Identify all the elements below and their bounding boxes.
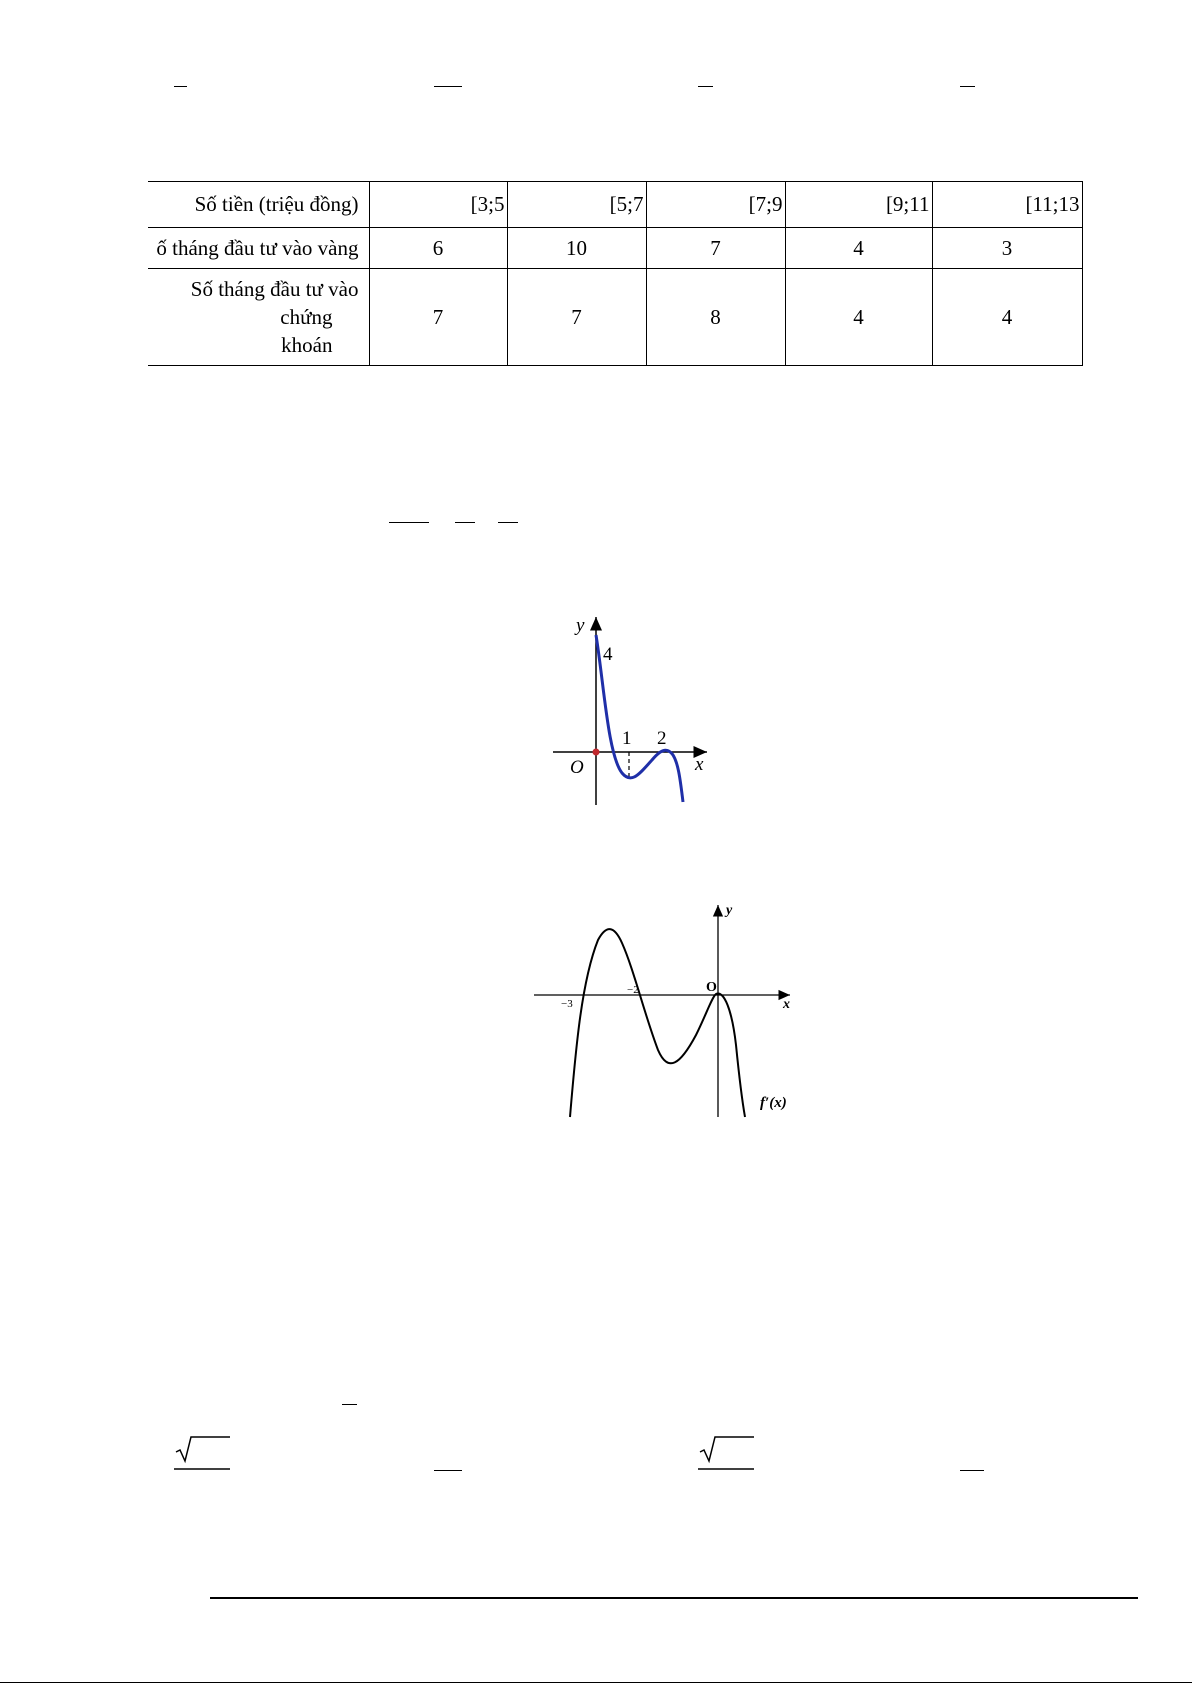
- interval-cell: [7;9: [646, 182, 785, 228]
- table-row: [148, 269, 1082, 366]
- fraction-bar: [455, 522, 475, 523]
- stocks-cell: 4: [785, 269, 932, 366]
- fraction-bar: [342, 1404, 357, 1405]
- investment-table: [148, 181, 1083, 366]
- footer-rule: [210, 1597, 1138, 1599]
- y-axis-label: y: [726, 903, 733, 918]
- stocks-cell: 8: [646, 269, 785, 366]
- sqrt-fraction: [174, 1434, 234, 1474]
- row-header-line: khoán: [281, 333, 333, 357]
- fraction-bar: [960, 86, 975, 87]
- fraction-bar: [698, 86, 713, 87]
- interval-cell: [9;11: [785, 182, 932, 228]
- row-header-line: Số tháng đầu tư vào: [190, 277, 359, 301]
- gold-cell: 7: [646, 228, 785, 269]
- origin-label: O: [570, 757, 584, 778]
- y-axis-label: y: [576, 615, 585, 636]
- derivative-curve: [570, 929, 745, 1117]
- x-tick-label: 2: [657, 728, 667, 749]
- row-header-line: chứng: [280, 305, 333, 329]
- interval-cell: [11;13: [932, 182, 1082, 228]
- row-header-gold: ố tháng đầu tư vào vàng: [148, 228, 369, 269]
- row-header-amount: Số tiền (triệu đồng): [148, 182, 369, 228]
- table-row: [148, 228, 1082, 269]
- fraction-bar: [389, 522, 429, 523]
- x-tick-label: −3: [561, 998, 573, 1010]
- gold-cell: 6: [369, 228, 507, 269]
- x-tick-label: −2: [627, 984, 639, 996]
- fraction-bar: [960, 1470, 984, 1471]
- gold-cell: 3: [932, 228, 1082, 269]
- fraction-bar: [174, 86, 187, 87]
- x-tick-label: 1: [622, 728, 632, 749]
- gold-cell: 4: [785, 228, 932, 269]
- table-row: [148, 182, 1082, 228]
- interval-cell: [3;5: [369, 182, 507, 228]
- curve-label: f′(x): [760, 1095, 787, 1111]
- derivative-graph: [530, 895, 810, 1125]
- x-axis-label: x: [783, 997, 790, 1012]
- function-graph: [540, 605, 720, 815]
- fraction-bar: [434, 86, 462, 87]
- y-tick-label: 4: [603, 644, 613, 665]
- row-header-stocks: [148, 269, 369, 366]
- page-edge: [0, 1682, 1192, 1683]
- gold-cell: 10: [507, 228, 646, 269]
- origin-point: [593, 749, 600, 756]
- stocks-cell: 4: [932, 269, 1082, 366]
- stocks-cell: 7: [369, 269, 507, 366]
- interval-cell: [5;7: [507, 182, 646, 228]
- fraction-bar: [498, 522, 518, 523]
- fraction-bar: [434, 1470, 462, 1471]
- sqrt-fraction: [698, 1434, 758, 1474]
- x-axis-label: x: [695, 754, 704, 775]
- origin-label: O: [706, 980, 717, 995]
- stocks-cell: 7: [507, 269, 646, 366]
